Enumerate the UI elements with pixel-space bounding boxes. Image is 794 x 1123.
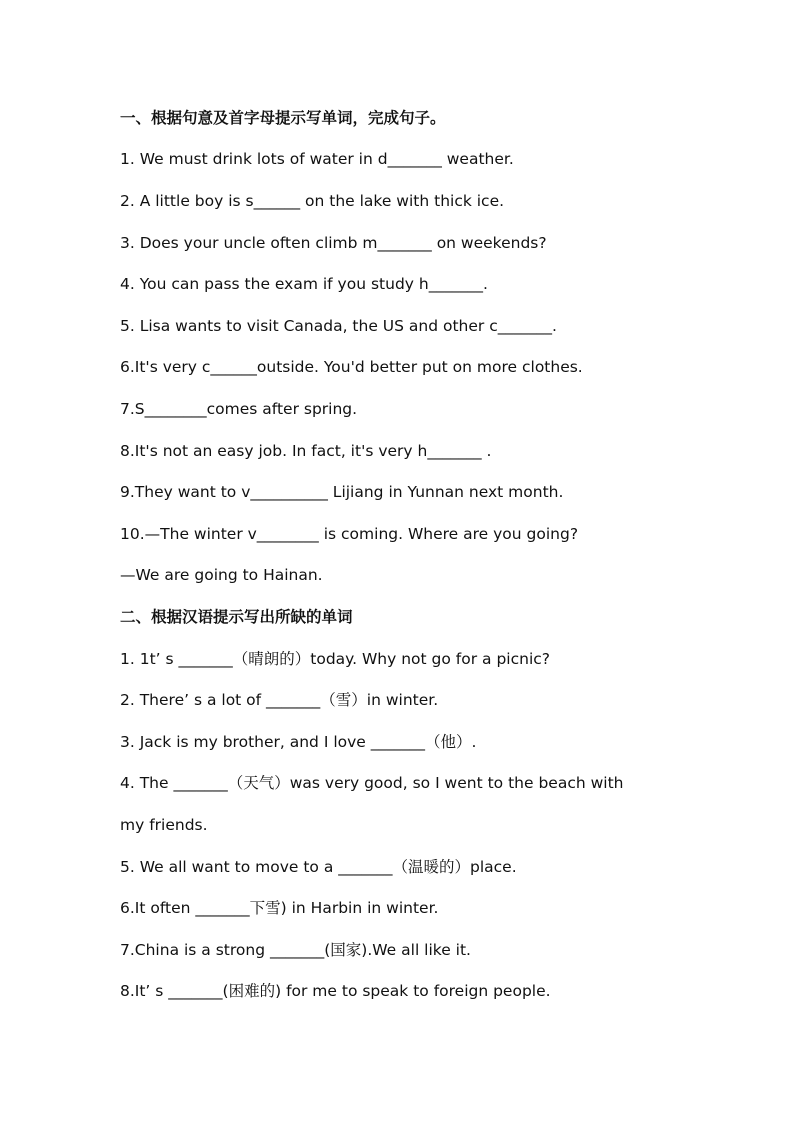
section1-item-10: 10.—The winter v________ is coming. Where are you going? bbox=[120, 525, 579, 543]
section2-item-4-continued: my friends. bbox=[120, 816, 208, 834]
section1-item-6: 6.It's very c______outside. You'd better put on more clothes. bbox=[120, 358, 583, 376]
section1-item-7: 7.S________comes after spring. bbox=[120, 400, 358, 418]
section1-item-1: 1. We must drink lots of water in d_______ weather. bbox=[120, 150, 514, 168]
section2-item-7: 7.China is a strong _______(国家).We all like it. bbox=[120, 941, 471, 959]
section1-item-10-answer: —We are going to Hainan. bbox=[120, 566, 323, 584]
section2-item-3: 3. Jack is my brother, and I love _______（他）. bbox=[120, 733, 477, 751]
section2-item-4: 4. The _______（天气）was very good, so I went to the beach with bbox=[120, 774, 624, 792]
section1-item-2: 2. A little boy is s______ on the lake with thick ice. bbox=[120, 192, 505, 210]
section1-item-3: 3. Does your uncle often climb m_______ on weekends? bbox=[120, 234, 547, 252]
section2-item-8: 8.It’ s _______(困难的) for me to speak to foreign people. bbox=[120, 982, 551, 1000]
section2-item-2: 2. There’ s a lot of _______（雪）in winter. bbox=[120, 691, 439, 709]
section1-heading: 一、根据句意及首字母提示写单词，完成句子。 bbox=[120, 109, 446, 127]
section2-item-1: 1. 1t’ s _______（晴朗的）today. Why not go for a picnic? bbox=[120, 650, 550, 668]
section1-item-9: 9.They want to v__________ Lijiang in Yunnan next month. bbox=[120, 483, 564, 501]
section2-item-5: 5. We all want to move to a _______（温暖的）place. bbox=[120, 858, 517, 876]
section1-item-4: 4. You can pass the exam if you study h_______. bbox=[120, 275, 488, 293]
section1-item-5: 5. Lisa wants to visit Canada, the US and other c_______. bbox=[120, 317, 557, 335]
section2-heading: 二、根据汉语提示写出所缺的单词 bbox=[120, 608, 353, 626]
section1-item-8: 8.It's not an easy job. In fact, it's very h_______ . bbox=[120, 442, 492, 460]
section2-item-6: 6.It often _______下雪) in Harbin in winter. bbox=[120, 899, 439, 917]
